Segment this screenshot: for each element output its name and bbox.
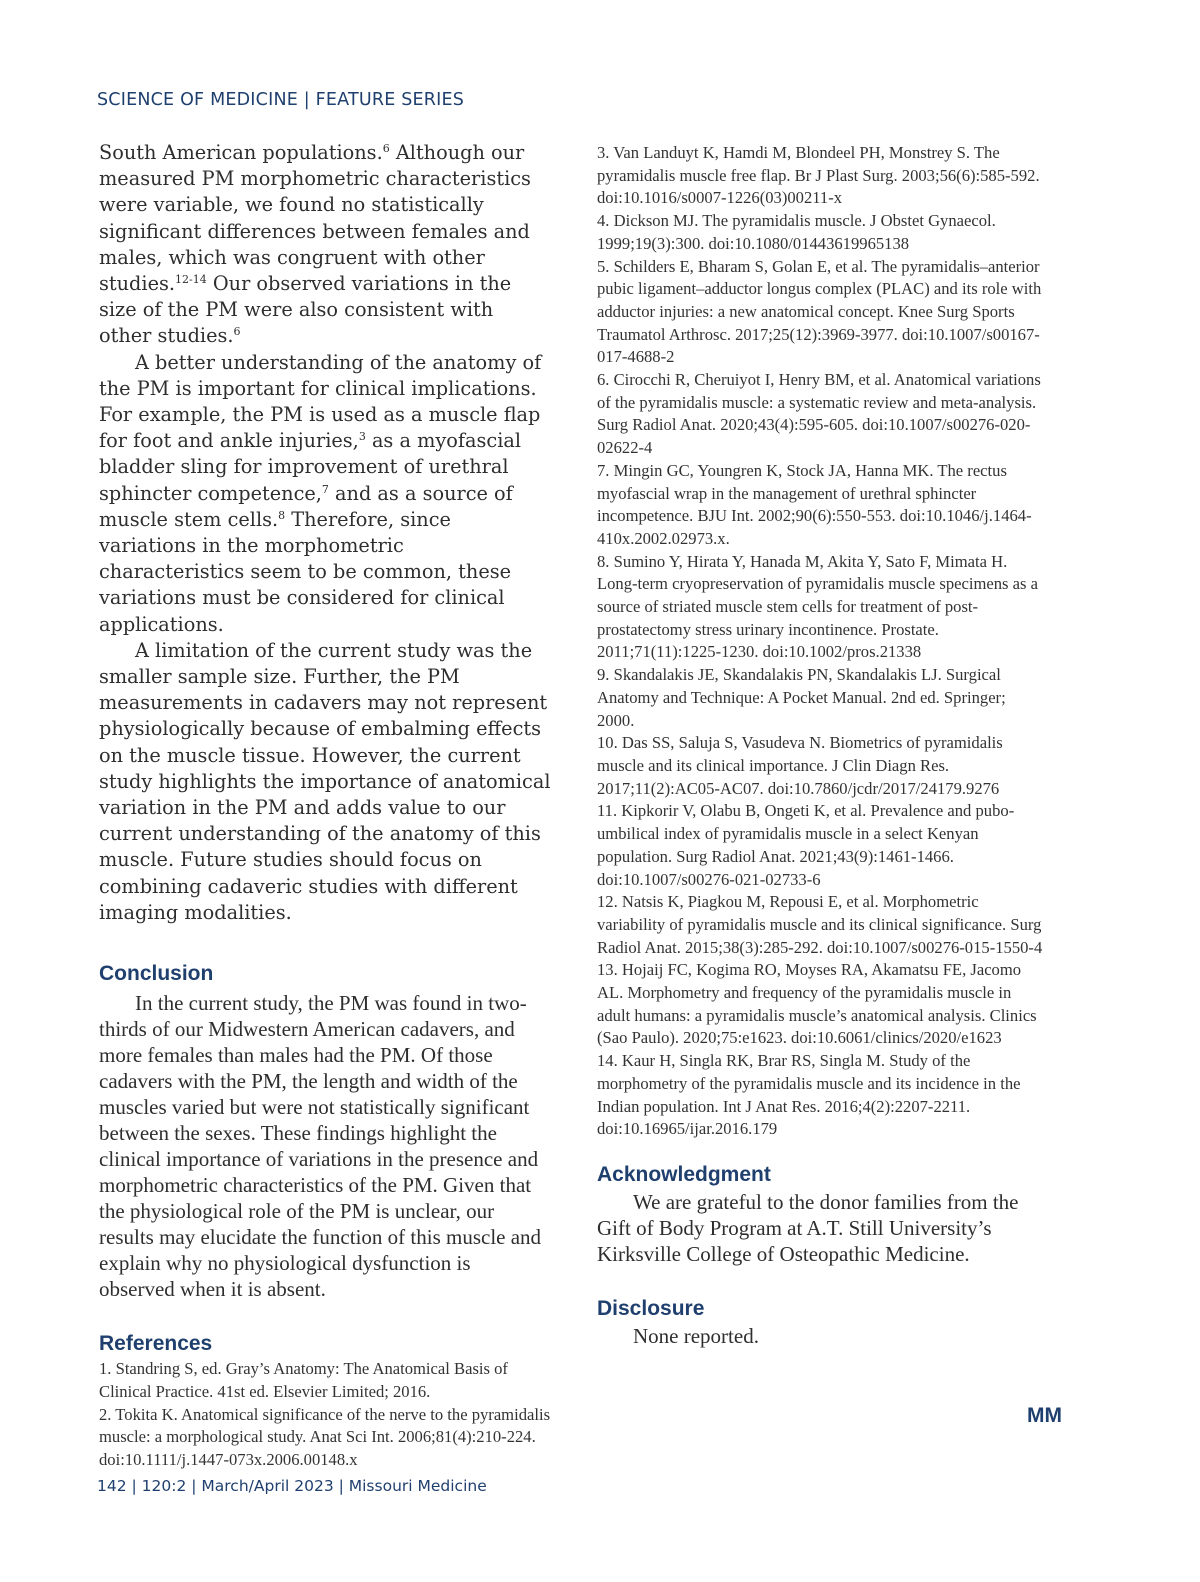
reference-item: 12. Natsis K, Piagkou M, Repousi E, et al. Morphometric variability of pyramidalis muscle and its clinical significance. Surg Radiol Anat. 2015;38(3):285-292. doi:10.1007/s00276-015-1550-4 [597, 892, 1043, 957]
disclosure-heading: Disclosure [597, 1296, 705, 1320]
text-run: Although our measured PM morphometric characteristics were variable, we found no statistically significant differences between females and males, which was congruent with other studies. [99, 141, 531, 296]
text-run: as a myofascial bladder sling for improvement of urethral sphincter competence, [99, 429, 522, 505]
discussion-paragraph-3: A limitation of the current study was the smaller sample size. Further, the PM measurements in cadavers may not represent physiologically because of embalming effects on the muscle tissue. However, the current study highlights the importance of anatomical variation in the PM and adds value to our current understanding of the anatomy of this muscle. Future studies should focus on combining cadaveric studies with different imaging modalities. [99, 638, 551, 924]
text-run: and as a source of muscle stem cells. [99, 481, 513, 531]
mm-end-mark: MM [1027, 1404, 1062, 1427]
reference-item: 5. Schilders E, Bharam S, Golan E, et al. The pyramidalis–anterior pubic ligament–adductor longus complex (PLAC) and its role with adductor injuries: a new anatomical concept. Knee Surg Sports Traumatol Arthrosc. 2017;25(12):3969-3977. doi:10.1007/s00167-017-4688-2 [597, 256, 1042, 367]
reference-item: 2. Tokita K. Anatomical significance of the nerve to the pyramidalis muscle: a morphological study. Anat Sci Int. 2006;81(4):210-224. doi:10.1111/j.1447-073x.2006.00148.x [99, 1404, 551, 1469]
left-column [99, 140, 551, 1472]
reference-item: 3. Van Landuyt K, Hamdi M, Blondeel PH, Monstrey S. The pyramidalis muscle free flap. Br J Plast Surg. 2003;56(6):585-592. doi:10.1016/s0007-1226(03)00211-x [597, 143, 1040, 208]
reference-item: 14. Kaur H, Singla RK, Brar RS, Singla M. Study of the morphometry of the pyramidalis muscle and its incidence in the Indian population. Int J Anat Res. 2016;4(2):2207-2211. doi:10.16965/ijar.2016.179 [597, 1051, 1021, 1139]
right-column [597, 142, 1047, 1349]
conclusion-text [99, 990, 551, 1302]
acknowledgment-heading: Acknowledgment [597, 1162, 771, 1186]
citation-superscript: 12-14 [175, 273, 207, 287]
disclosure-text [597, 1323, 1047, 1349]
citation-superscript: 8 [278, 508, 286, 522]
page-footer: 142 | 120:2 | March/April 2023 | Missouri Medicine [97, 1477, 487, 1495]
reference-list-left [99, 1358, 551, 1472]
citation-superscript: 3 [358, 430, 366, 444]
conclusion-paragraph: In the current study, the PM was found in two-thirds of our Midwestern American cadavers, and more females than males had the PM. Of those cadavers with the PM, the length and width of the muscles varied but were not statistically significant between the sexes. These findings highlight the clinical importance of variations in the presence and morphometric characteristics of the PM. Given that the physiological role of the PM is unclear, our results may elucidate the function of this muscle and explain why no physiological dysfunction is observed when it is absent. [99, 991, 542, 1302]
reference-item: 13. Hojaij FC, Kogima RO, Moyses RA, Akamatsu FE, Jacomo AL. Morphometry and frequency of the pyramidalis muscle in adult humans: a pyramidalis muscle’s anatomical analysis. Clinics (Sao Paulo). 2020;75:e1623. doi:10.6061/clinics/2020/e1623 [597, 960, 1037, 1048]
reference-list-right [597, 142, 1047, 1141]
reference-item: 1. Standring S, ed. Gray’s Anatomy: The Anatomical Basis of Clinical Practice. 41st ed. Elsevier Limited; 2016. [99, 1359, 508, 1401]
references-heading: References [99, 1332, 213, 1356]
text-run: Therefore, since variations in the morphometric characteristics seem to be common, these variations must be considered for clinical applications. [99, 507, 512, 636]
acknowledgment-paragraph: We are grateful to the donor families from the Gift of Body Program at A.T. Still University’s Kirksville College of Osteopathic Medicine. [597, 1189, 1019, 1266]
reference-item: 11. Kipkorir V, Olabu B, Ongeti K, et al. Prevalence and pubo-umbilical index of pyramidalis muscle in a select Kenyan population. Surg Radiol Anat. 2021;43(9):1461-1466. doi:10.1007/s00276-021-02733-6 [597, 801, 1015, 889]
reference-item: 6. Cirocchi R, Cheruiyot I, Henry BM, et al. Anatomical variations of the pyramidalis muscle: a systematic review and meta-analysis. Surg Radiol Anat. 2020;43(4):595-605. doi:10.1007/s00276-020-02622-4 [597, 370, 1041, 458]
running-head: SCIENCE OF MEDICINE | FEATURE SERIES [97, 90, 465, 110]
text-run: A better understanding of the anatomy of the PM is important for clinical implications. For example, the PM is used as a muscle flap for foot and ankle injuries, [99, 350, 542, 453]
reference-item: 7. Mingin GC, Youngren K, Stock JA, Hanna MK. The rectus myofascial wrap in the management of urethral sphincter incompetence. BJU Int. 2002;90(6):550-553. doi:10.1046/j.1464-410x.2002.02973.x. [597, 460, 1032, 548]
text-run: Our observed variations in the size of the PM were also consistent with other studies. [99, 272, 512, 348]
discussion-paragraph-1 [99, 140, 551, 350]
reference-item: 10. Das SS, Saluja S, Vasudeva N. Biometrics of pyramidalis muscle and its clinical importance. J Clin Diagn Res. 2017;11(2):AC05-AC07. doi:10.7860/jcdr/2017/24179.9276 [597, 733, 1003, 798]
conclusion-heading: Conclusion [99, 962, 214, 986]
reference-item: 9. Skandalakis JE, Skandalakis PN, Skandalakis LJ. Surgical Anatomy and Technique: A Pocket Manual. 2nd ed. Springer; 2000. [597, 665, 1006, 730]
citation-superscript: 7 [321, 482, 329, 496]
reference-item: 4. Dickson MJ. The pyramidalis muscle. J Obstet Gynaecol. 1999;19(3):300. doi:10.1080/01443619965138 [597, 211, 996, 253]
citation-superscript: 6 [382, 142, 390, 155]
acknowledgment-text [597, 1189, 1047, 1267]
disclosure-paragraph: None reported. [633, 1323, 759, 1348]
discussion-paragraph-2 [99, 350, 551, 638]
reference-item: 8. Sumino Y, Hirata Y, Hanada M, Akita Y, Sato F, Mimata H. Long-term cryopreservation of pyramidalis muscle specimens as a source of striated muscle stem cells for treatment of post-prostatectomy stress urinary incontinence. Prostate. 2011;71(11):1225-1230. doi:10.1002/pros.21338 [597, 551, 1038, 662]
text-run: South American populations. [99, 141, 383, 164]
discussion-text [99, 140, 551, 926]
citation-superscript: 6 [233, 325, 241, 339]
